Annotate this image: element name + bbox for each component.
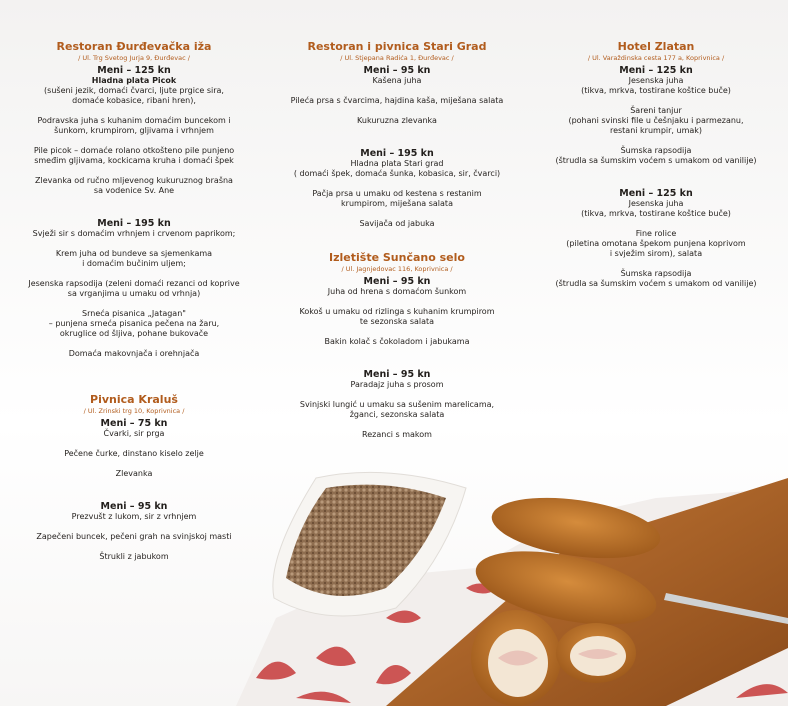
menu-title: Meni – 125 kn [619,188,693,199]
menu-line: (pohani svinski file u češnjaku i parmezanu, [568,116,744,125]
food-photo [236,458,788,706]
menu-line: i domaćim bučinim uljem; [82,259,186,268]
menu-line: te sezonska salata [359,317,435,326]
menu-line: Pačja prsa u umaku od kestena s restanim [312,189,482,198]
restaurant-address: / Ul. Trg Svetog Jurja 9, Đurđevac / [78,54,190,62]
menu-line: Zlevanka od ručno mljevenog kukuruznog brašna [35,176,233,185]
restaurant-name: Izletište Sunčano selo [329,251,465,264]
menu-line: Krem juha od bundeve sa sjemenkama [55,249,213,258]
menu-line: Savijača od jabuka [359,219,435,228]
menu-line: krumpirom, miješana salata [341,199,453,208]
menu-title: Meni – 75 kn [100,418,168,429]
menu-line: Šareni tanjur [630,106,682,115]
menu-line: (štrudla sa šumskim voćem s umakom od vanilije) [555,279,757,288]
restaurant-address: / Ul. Zrinski trg 10, Koprivnica / [83,407,185,415]
menu-line: Štrukli z jabukom [99,552,169,561]
menu-line: žganci, sezonska salata [349,410,445,419]
menu-line: ( domaći špek, domaća šunka, kobasica, sir, čvarci) [293,169,501,178]
menu-line: okruglice od šljiva, pohane bukovače [59,329,209,338]
menu-line: smeđim gljivama, kockicama kruha i domaći špek [34,156,234,165]
restaurant-name: Restoran Đurđevačka iža [56,40,212,53]
menu-line: Jesenska juha [628,199,684,208]
menu-line: Kokoš u umaku od rizlinga s kuhanim krumpirom [299,307,495,316]
menu-line: Svinjski lungić u umaku sa sušenim marelicama, [299,400,495,409]
menu-title: Meni – 195 kn [97,218,171,229]
menu-line: Paradajz juha s prosom [350,380,444,389]
menu-line: Rezanci s makom [362,430,432,439]
menu-title: Meni – 95 kn [363,276,431,287]
menu-line: Domaća makovnjača i orehnjača [68,349,200,358]
restaurant-address: / Ul. Stjepana Radića 1, Đurđevac / [340,54,454,62]
menu-line: Fine rolice [635,229,677,238]
menu-line: Jesenska rapsodija (zeleni domaći rezanci od koprive [28,279,240,288]
menu-line: Pečene čurke, dinstano kiselo zelje [64,449,204,458]
menu-line: Bakin kolač s čokoladom i jabukama [324,337,470,346]
menu-line: Šumska rapsodija [620,146,692,155]
menu-line: Jesenska juha [628,76,684,85]
menu-line: Hladna plata Stari grad [350,159,444,168]
restaurant-address: / Ul. Varaždinska cesta 177 a, Koprivnica / [587,54,725,62]
menu-line: Zapečeni buncek, pečeni grah na svinjskoj masti [36,532,232,541]
menu-line: (tikva, mrkva, tostirane koštice buče) [581,86,731,95]
menu-line: (štrudla sa šumskim voćem s umakom od vanilije) [555,156,757,165]
menu-line: (piletina omotana špekom punjena koprivom [566,239,746,248]
menu-title: Meni – 95 kn [363,369,431,380]
menu-line: Hladna plata Picok [91,76,177,85]
menu-line: Kukuruzna zlevanka [357,116,437,125]
menu-line: Svježi sir s domaćim vrhnjem i crvenom paprikom; [32,229,236,238]
menu-line: Zlevanka [115,469,153,478]
menu-title: Meni – 125 kn [97,65,171,76]
menu-title: Meni – 95 kn [100,501,168,512]
menu-line: domaće kobasice, ribani hren), [72,96,196,105]
menu-line: Šumska rapsodija [620,269,692,278]
menu-line: restani krumpir, umak) [609,126,703,135]
restaurant-address: / Ul. Jagnjedovac 116, Koprivnica / [341,265,453,273]
menu-line: Podravska juha s kuhanim domaćim buncekom i [37,116,231,125]
restaurant-name: Restoran i pivnica Stari Grad [307,40,487,53]
menu-line: (tikva, mrkva, tostirane koštice buče) [581,209,731,218]
menu-line: sa vodenice Sv. Ane [93,186,175,195]
column-3 [538,40,774,289]
menu-line: sa vrganjima u umaku od vrhnja) [67,289,201,298]
restaurant-name: Pivnica Kraluš [90,393,178,406]
menu-title: Meni – 125 kn [619,65,693,76]
menu-line: i svježim sirom), salata [609,249,703,258]
menu-line: Srneća pisanica „Jatagan" [82,309,186,318]
menu-line: Kašena juha [372,76,422,85]
menu-line: Prezvušt z lukom, sir z vrhnjem [71,512,197,521]
menu-line: – punjena srneća pisanica pečena na žaru, [48,319,220,328]
menu-line: (sušeni jezik, domaći čvarci, ljute prgice sira, [44,86,224,95]
menu-line: Pileća prsa s čvarcima, hajdina kaša, miješana salata [290,96,504,105]
menu-line: Čvarki, sir prga [103,429,165,438]
menu-title: Meni – 95 kn [363,65,431,76]
column-2 [272,40,522,440]
menu-line: Juha od hrena s domaćom šunkom [327,287,467,296]
menu-title: Meni – 195 kn [360,148,434,159]
menu-line: šunkom, krumpirom, gljivama i vrhnjem [54,126,214,135]
menu-line: Pile picok – domaće rolano otkošteno pile punjeno [33,146,235,155]
restaurant-name: Hotel Zlatan [617,40,695,53]
column-1 [14,40,254,562]
